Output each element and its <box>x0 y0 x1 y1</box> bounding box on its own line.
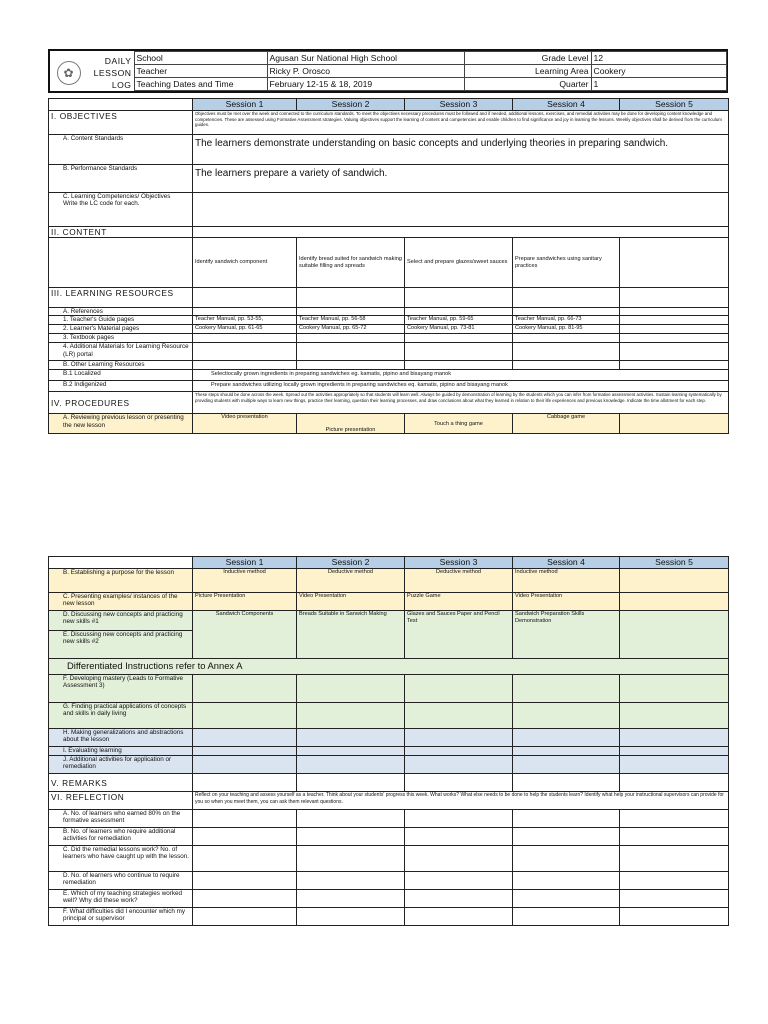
performance-standards-label: B. Performance Standards <box>49 165 193 193</box>
localized-label: B.1 Localized <box>49 370 193 381</box>
proc-b-session-1: Inductive method <box>193 569 297 593</box>
content-label: II. CONTENT <box>49 227 193 238</box>
proc-a-session-4: Cabbage game <box>513 414 620 434</box>
seal-cell <box>50 52 87 91</box>
competencies-title: C. Learning Competencies/ Objectives <box>63 193 171 200</box>
teacher-value: Ricky P. Orosco <box>267 65 464 78</box>
session-1-header-2: Session 1 <box>193 557 297 569</box>
procedures-note: These steps should be done across the week. Spread out the activities appropriately so that students will learn well. Always be guided by demonstration of learning by the students which you can infer from formative assessment activities. Sustain learning systematically by providing students with multiple ways to learn new things, practice their learning, question their learning processes, and draw conclusions about what they learned in relation to their life experiences and previous knowledge. Indicate the time allotment for each step. <box>193 392 729 414</box>
lm-session-1: Cookery Manual, pp. 61-65 <box>193 325 297 334</box>
proc-c-session-2: Video Presentation <box>297 593 405 611</box>
proc-c-session-4: Video Presentation <box>513 593 620 611</box>
proc-d-session-4: Sandwich Preparation Skills Demonstration <box>513 611 620 659</box>
proc-c-session-1: Picture Presentation <box>193 593 297 611</box>
grade-level-label: Grade Level <box>464 52 591 65</box>
grade-level-value: 12 <box>591 52 726 65</box>
session-4-header: Session 4 <box>513 99 620 111</box>
session-2-header-2: Session 2 <box>297 557 405 569</box>
content-item-1: Identify sandwich component <box>193 238 297 288</box>
session-header-row-2 <box>49 557 729 569</box>
header-table <box>50 51 727 91</box>
proc-i-label: I. Evaluating learning <box>49 747 193 756</box>
proc-b-label: B. Establishing a purpose for the lesson <box>49 569 193 593</box>
refl-d-label: D. No. of learners who continue to require remediation <box>49 872 193 890</box>
proc-b-session-5 <box>620 569 729 593</box>
competencies-label <box>49 193 193 227</box>
indigenized-label: B.2 Indigenized <box>49 381 193 392</box>
localized-value: Selectiocally grown ingredients in preparing sandwiches eg. kamatis, pipino and bisayang manok <box>193 370 729 381</box>
lm-session-2: Cookery Manual, pp. 65-72 <box>297 325 405 334</box>
teacher-label: Teacher <box>134 65 267 78</box>
teachers-guide-label: 1. Teacher's Guide pages <box>49 316 193 325</box>
proc-c-session-3: Puzzle Game <box>405 593 513 611</box>
proc-b-session-2: Deductive method <box>297 569 405 593</box>
reflection-label: VI. REFLECTION <box>49 792 193 810</box>
dll-title <box>87 52 134 91</box>
page-2-table-block <box>48 556 728 926</box>
proc-c-label: C. Presenting examples/ instances of the new lesson <box>49 593 193 611</box>
session-3-header: Session 3 <box>405 99 513 111</box>
learners-material-label: 2. Learner's Material pages <box>49 325 193 334</box>
dates-label: Teaching Dates and Time <box>134 78 267 91</box>
session-header-row <box>49 99 729 111</box>
page-1-table-block <box>48 98 728 434</box>
content-standards-value: The learners demonstrate understanding on basic concepts and underlying theories in preparing sandwich. <box>193 135 729 165</box>
content-standards-label: A. Content Standards <box>49 135 193 165</box>
refl-c-label: C. Did the remedial lessons work? No. of learners who have caught up with the lesson. <box>49 846 193 872</box>
proc-j-label: J. Additional activities for application or remediation <box>49 756 193 774</box>
tg-session-1: Teacher Manual, pp. 53-55, <box>193 316 297 325</box>
proc-c-session-5 <box>620 593 729 611</box>
session-5-header: Session 5 <box>620 99 729 111</box>
title-daily: DAILY <box>104 55 132 66</box>
tg-session-5 <box>620 316 729 325</box>
deped-seal-icon: ✿ <box>57 61 81 85</box>
learning-resources-label: III. LEARNING RESOURCES <box>49 288 193 308</box>
indigenized-value: Prepare sandwiches utilizing locally grown ingredients in preparing sandwiches eq. kamatis, pipino and bisayang manok <box>193 381 729 392</box>
competencies-value <box>193 193 729 227</box>
content-item-3: Select and prepare glazes/sweet sauces <box>405 238 513 288</box>
differentiated-instructions: Differentiated Instructions refer to Annex A <box>49 659 729 675</box>
quarter-value: 1 <box>591 78 726 91</box>
proc-d-session-1: Sandwich Components <box>193 611 297 659</box>
learning-area-value: Cookery <box>591 65 726 78</box>
proc-d-session-2: Breads Suitable in Sanwich Making <box>297 611 405 659</box>
additional-materials-label: 4. Additional Materials for Learning Resource (LR) portal <box>49 343 193 361</box>
textbook-pages-label: 3. Textbook pages <box>49 334 193 343</box>
proc-d-label: D. Discussing new concepts and practicing new skills #1 <box>49 611 193 631</box>
dates-value: February 12-15 & 18, 2019 <box>267 78 464 91</box>
page-2-table <box>48 556 729 926</box>
refl-f-label: F. What difficulties did I encounter which my principal or supervisor <box>49 908 193 926</box>
other-resources-label: B. Other Learning Resources <box>49 361 193 370</box>
proc-a-session-5 <box>620 414 729 434</box>
session-3-header-2: Session 3 <box>405 557 513 569</box>
refl-a-label: A. No. of learners who earned 80% on the formative assessment <box>49 810 193 828</box>
session-2-header: Session 2 <box>297 99 405 111</box>
tg-session-4: Teacher Manual, pp. 66-73 <box>513 316 620 325</box>
proc-e-label: E. Discussing new concepts and practicing new skills #2 <box>49 631 193 659</box>
lm-session-3: Cookery Manual, pp. 73-81 <box>405 325 513 334</box>
lm-session-5 <box>620 325 729 334</box>
quarter-label: Quarter <box>464 78 591 91</box>
proc-g-label: G. Finding practical applications of concepts and skills in daily living <box>49 703 193 729</box>
proc-a-session-3: Touch a thing game <box>405 414 513 434</box>
lm-session-4: Cookery Manual, pp. 81-95 <box>513 325 620 334</box>
proc-b-session-3: Deductive method <box>405 569 513 593</box>
school-value: Agusan Sur National High School <box>267 52 464 65</box>
content-items-blank <box>49 238 193 288</box>
header-block <box>48 49 728 93</box>
learning-area-label: Learning Area <box>464 65 591 78</box>
content-header-blank <box>193 227 729 238</box>
title-lesson: LESSON <box>93 67 132 78</box>
proc-h-label: H. Making generalizations and abstractions about the lesson <box>49 729 193 747</box>
session-4-header-2: Session 4 <box>513 557 620 569</box>
session-5-header-2: Session 5 <box>620 557 729 569</box>
competencies-sub: Write the LC code for each. <box>63 200 140 208</box>
proc-d-session-3: Glazes and Sauces Paper and Pencil Test <box>405 611 513 659</box>
reflection-note: Reflect on your teaching and assess yourself as a teacher. Think about your students' progress this week. What works? What else needs to be done to help the students learn? Identify what help your instructional supervisors can provide for you so when you meet them, you can ask them relevant questions. <box>193 792 729 810</box>
references-label: A. References <box>49 308 193 316</box>
proc-a-session-1: Video presentation <box>193 414 297 434</box>
content-item-2: Identify bread suited for sandwich making suitable filling and spreads <box>297 238 405 288</box>
proc-a-label: A. Reviewing previous lesson or presenting the new lesson <box>49 414 193 434</box>
school-label: School <box>134 52 267 65</box>
proc-d-session-5 <box>620 611 729 659</box>
page-1-table <box>48 98 729 434</box>
proc-b-session-4: Inductive method <box>513 569 620 593</box>
refl-b-label: B. No. of learners who require additional activities for remediation <box>49 828 193 846</box>
tg-session-3: Teacher Manual, pp. 59-65 <box>405 316 513 325</box>
procedures-label: IV. PROCEDURES <box>49 392 193 414</box>
proc-a-session-2: Picture presentation <box>297 414 405 434</box>
title-log: LOG <box>111 79 132 90</box>
content-item-5 <box>620 238 729 288</box>
remarks-label: V. REMARKS <box>49 774 193 792</box>
performance-standards-value: The learners prepare a variety of sandwich. <box>193 165 729 193</box>
session-1-header: Session 1 <box>193 99 297 111</box>
proc-f-label: F. Developing mastery (Leads to Formative Assessment 3) <box>49 675 193 703</box>
objectives-label: I. OBJECTIVES <box>49 111 193 135</box>
tg-session-2: Teacher Manual, pp. 56-58 <box>297 316 405 325</box>
objectives-note: Objectives must be met over the week and connected to the curriculum standards. To meet the objectives necessary procedures must be followed and if needed, additional lessons, exercises, and remedial activities may be done for developing content knowledge and competencies. These are assessed using Formative Assessment strategies. Valuing objectives support the learning of content and competencies and enable children to find significance and joy in learning the lessons. Weekly objectives shall be derived from the curriculum guides. <box>193 111 729 135</box>
refl-e-label: E. Which of my teaching strategies worked well? Why did these work? <box>49 890 193 908</box>
content-item-4: Prepare sandwiches using sanitary practices <box>513 238 620 288</box>
